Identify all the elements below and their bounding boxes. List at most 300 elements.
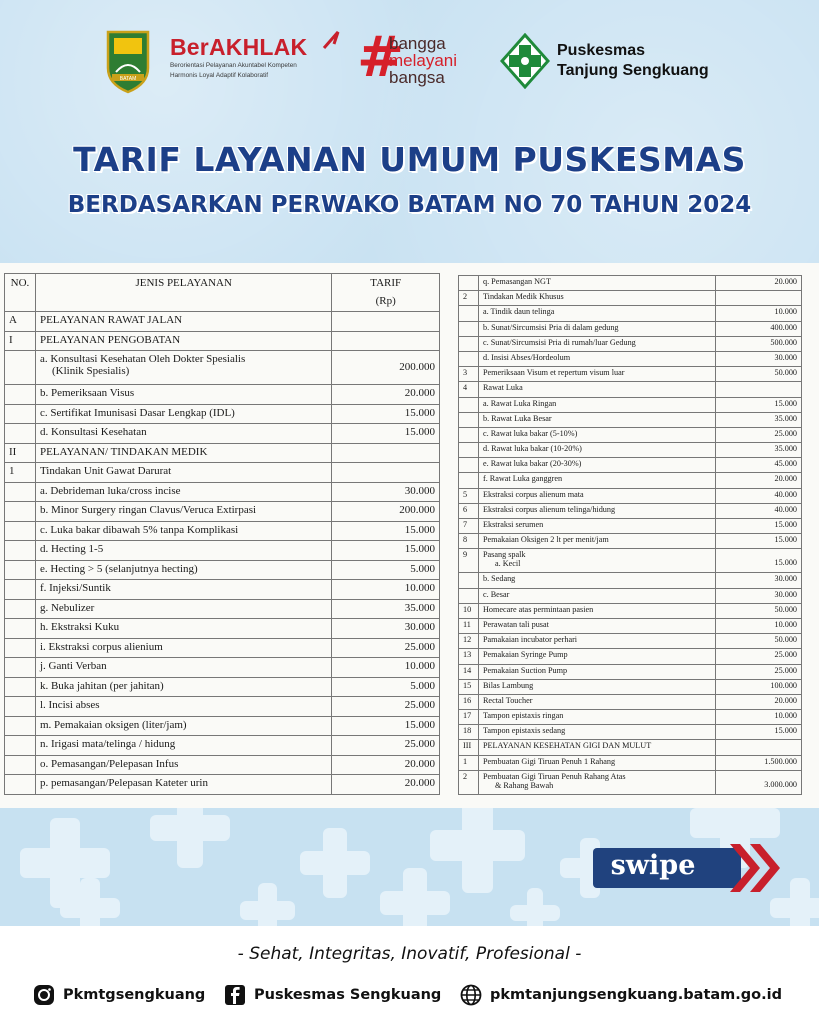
tariff-value: 15.000 — [716, 725, 802, 740]
service-cell — [478, 488, 715, 503]
row-number — [5, 482, 36, 502]
service-cell — [478, 397, 715, 412]
service-name-cont: & Rahang Bawah — [494, 780, 554, 790]
table-row — [459, 549, 802, 573]
row-number — [459, 573, 479, 588]
table-row — [5, 463, 440, 483]
service-cell — [478, 519, 715, 534]
service-cell — [35, 697, 331, 717]
cross-shape — [300, 828, 370, 898]
service-cell — [478, 618, 715, 633]
service-cell — [35, 312, 331, 332]
service-name: k. Buka jahitan (per jahitan) — [39, 679, 164, 692]
table-row — [459, 519, 802, 534]
service-name: PELAYANAN RAWAT JALAN — [39, 314, 183, 326]
table-row — [459, 770, 802, 794]
tariff-value — [332, 331, 440, 351]
table-row — [459, 336, 802, 351]
tariff-value: 100.000 — [716, 679, 802, 694]
service-name: Tampon epistaxis ringan — [482, 711, 564, 721]
berakhlak-brand: BerAKHLAK — [170, 34, 308, 60]
table-row — [459, 649, 802, 664]
service-cell — [478, 664, 715, 679]
row-number: 10 — [459, 603, 479, 618]
tagline: - Sehat, Integritas, Inovatif, Profesional - — [237, 944, 582, 964]
table-row — [459, 603, 802, 618]
service-cell — [478, 679, 715, 694]
table-row — [459, 458, 802, 473]
service-cell — [35, 638, 331, 658]
service-name: a. Tindik daun telinga — [482, 307, 555, 317]
service-cell — [478, 503, 715, 518]
service-name: n. Irigasi mata/telinga / hidung — [39, 738, 176, 750]
service-cell — [35, 385, 331, 405]
service-cell — [35, 404, 331, 424]
bangga-word: bangga — [389, 34, 446, 53]
header-banner — [0, 0, 819, 268]
table-row — [5, 580, 440, 600]
instagram-handle: Pkmtgsengkuang — [63, 987, 206, 1003]
tariff-value: 25.000 — [716, 427, 802, 442]
tariff-value: 15.000 — [332, 541, 440, 561]
table-row — [5, 755, 440, 775]
table-row — [5, 775, 440, 795]
service-cell — [35, 443, 331, 463]
service-name: c. Sertifikat Imunisasi Dasar Lengkap (IDL) — [39, 406, 235, 419]
tariff-value: 30.000 — [332, 482, 440, 502]
row-number: 11 — [459, 618, 479, 633]
tariff-value — [716, 291, 802, 306]
service-name: b. Pemeriksaan Visus — [39, 387, 135, 399]
service-name: b. Rawat Luka Besar — [482, 413, 552, 423]
service-name: Perawatan tali pusat — [482, 619, 549, 629]
table-row — [459, 534, 802, 549]
service-cell — [35, 502, 331, 522]
batam-city-emblem — [104, 28, 152, 94]
service-cell — [35, 658, 331, 678]
tariff-value: 15.000 — [332, 424, 440, 444]
facebook-link[interactable] — [224, 982, 441, 1008]
service-cell — [35, 351, 331, 385]
cross-shape — [240, 883, 295, 926]
service-name: Pemakaian Suction Pump — [482, 665, 568, 675]
tariff-value — [332, 463, 440, 483]
tariff-value — [716, 740, 802, 755]
service-name: d. Konsultasi Kesehatan — [39, 426, 147, 438]
footer — [0, 926, 819, 1024]
service-name: Pemakaian Syringe Pump — [482, 650, 568, 660]
service-cell — [478, 276, 715, 291]
service-cell — [35, 424, 331, 444]
service-name: Rawat Luka — [482, 383, 523, 393]
row-number: 12 — [459, 634, 479, 649]
tariff-value: 20.000 — [332, 775, 440, 795]
tariff-value: 40.000 — [716, 488, 802, 503]
cross-shape — [150, 808, 230, 868]
service-cell — [35, 482, 331, 502]
table-row — [5, 385, 440, 405]
facebook-page: Puskesmas Sengkuang — [254, 987, 442, 1003]
row-number: A — [5, 312, 36, 332]
table-row — [459, 588, 802, 603]
table-row — [459, 694, 802, 709]
cross-shape — [510, 888, 560, 926]
tariff-value — [716, 382, 802, 397]
table-row — [459, 725, 802, 740]
service-name: c. Luka bakar dibawah 5% tanpa Komplikasi — [39, 523, 239, 536]
row-number — [5, 755, 36, 775]
row-number — [5, 697, 36, 717]
tariff-value: 400.000 — [716, 321, 802, 336]
tariff-value: 20.000 — [716, 473, 802, 488]
tariff-value: 1.500.000 — [716, 755, 802, 770]
row-number: 7 — [459, 519, 479, 534]
service-cell — [478, 634, 715, 649]
service-cell — [478, 427, 715, 442]
table-row — [459, 618, 802, 633]
row-number — [5, 404, 36, 424]
table-row — [5, 599, 440, 619]
service-cell — [478, 534, 715, 549]
table-row — [459, 306, 802, 321]
service-name: h. Ekstraksi Kuku — [39, 621, 120, 633]
header-no: NO. — [5, 274, 36, 312]
table-row — [5, 541, 440, 561]
table-row — [459, 382, 802, 397]
row-number: 2 — [459, 291, 479, 306]
row-number — [5, 502, 36, 522]
service-name: PELAYANAN/ TINDAKAN MEDIK — [39, 445, 208, 458]
row-number — [459, 412, 479, 427]
table-row — [5, 560, 440, 580]
tariff-value: 25.000 — [332, 638, 440, 658]
tariff-value: 35.000 — [716, 412, 802, 427]
table-row — [459, 412, 802, 427]
service-cell — [478, 458, 715, 473]
header-service: JENIS PELAYANAN — [35, 274, 331, 312]
table-row — [459, 473, 802, 488]
service-cell — [478, 382, 715, 397]
instagram-icon — [33, 984, 55, 1006]
table-row — [459, 321, 802, 336]
tariff-value: 25.000 — [716, 649, 802, 664]
row-number: 17 — [459, 710, 479, 725]
service-name: PELAYANAN KESEHATAN GIGI DAN MULUT — [482, 741, 652, 751]
facebook-icon — [224, 984, 246, 1006]
table-row — [5, 312, 440, 332]
table-row — [5, 331, 440, 351]
tariff-value: 15.000 — [716, 549, 802, 573]
table-row — [5, 521, 440, 541]
service-cell — [35, 677, 331, 697]
service-name: l. Incisi abses — [39, 699, 100, 711]
row-number — [459, 473, 479, 488]
row-number: 6 — [459, 503, 479, 518]
double-chevron-right-icon[interactable] — [728, 842, 788, 894]
row-number — [459, 306, 479, 321]
service-cell — [35, 599, 331, 619]
table-row — [5, 404, 440, 424]
row-number — [5, 580, 36, 600]
service-cell — [478, 573, 715, 588]
row-number — [459, 397, 479, 412]
service-name: Pemeriksaan Visum et repertum visum luar — [482, 368, 625, 378]
table-row — [5, 638, 440, 658]
service-cell — [35, 775, 331, 795]
logo-strip — [100, 25, 740, 98]
globe-icon — [460, 984, 482, 1006]
service-cell — [478, 412, 715, 427]
service-cell — [478, 443, 715, 458]
table-row — [459, 573, 802, 588]
table-row — [459, 427, 802, 442]
table-row — [459, 503, 802, 518]
table-row — [459, 276, 802, 291]
tariff-value: 25.000 — [332, 697, 440, 717]
row-number — [5, 424, 36, 444]
row-number: I — [5, 331, 36, 351]
service-name: i. Ekstraksi corpus alienium — [39, 640, 163, 653]
service-name: b. Minor Surgery ringan Clavus/Veruca Extirpasi — [39, 504, 257, 516]
service-cell — [478, 336, 715, 351]
tariff-value: 20.000 — [332, 755, 440, 775]
row-number: 13 — [459, 649, 479, 664]
tariff-value: 10.000 — [332, 580, 440, 600]
service-name: a. Rawat Luka Ringan — [482, 398, 557, 408]
row-number — [459, 427, 479, 442]
tariff-value: 30.000 — [332, 619, 440, 639]
service-cell — [35, 736, 331, 756]
row-number — [5, 677, 36, 697]
service-name: Pamakaian incubator perhari — [482, 635, 578, 645]
table-row — [5, 351, 440, 385]
bangsa-word: bangsa — [389, 68, 445, 87]
row-number: 9 — [459, 549, 479, 573]
table-row — [5, 677, 440, 697]
service-cell — [478, 351, 715, 366]
row-number: 8 — [459, 534, 479, 549]
row-number — [5, 658, 36, 678]
service-name: Rectal Toucher — [482, 695, 533, 705]
tariff-value: 35.000 — [716, 443, 802, 458]
table-row — [5, 424, 440, 444]
service-cell — [35, 755, 331, 775]
row-number — [459, 336, 479, 351]
tariff-value — [332, 443, 440, 463]
table-row — [5, 736, 440, 756]
hashtag-icon: # — [357, 25, 404, 90]
table-row — [5, 502, 440, 522]
service-cell — [478, 755, 715, 770]
instagram-link[interactable] — [33, 982, 205, 1008]
row-number: 1 — [5, 463, 36, 483]
service-name: Tampon epistaxis sedang — [482, 726, 566, 736]
service-name: Pembuatan Gigi Tiruan Penuh Rahang Atas — [482, 771, 626, 781]
service-cell — [35, 463, 331, 483]
row-number — [459, 276, 479, 291]
tariff-value: 10.000 — [332, 658, 440, 678]
puskesmas-cross-icon — [500, 33, 550, 89]
tariff-value: 30.000 — [716, 351, 802, 366]
tariff-value: 5.000 — [332, 560, 440, 580]
table-row — [459, 443, 802, 458]
row-number: 3 — [459, 367, 479, 382]
tariff-value: 25.000 — [332, 736, 440, 756]
service-cell — [478, 291, 715, 306]
row-number — [459, 321, 479, 336]
row-number: 18 — [459, 725, 479, 740]
service-name: a. Konsultasi Kesehatan Oleh Dokter Spesialis — [39, 353, 246, 365]
header-tariff — [332, 274, 440, 312]
service-name: Pemakaian Oksigen 2 lt per menit/jam — [482, 535, 609, 545]
tariff-value: 10.000 — [716, 710, 802, 725]
service-cell — [478, 710, 715, 725]
table-row — [459, 634, 802, 649]
row-number — [5, 599, 36, 619]
service-name: q. Pemasangan NGT — [482, 277, 551, 286]
service-name: d. Rawat luka bakar (10-20%) — [482, 444, 582, 454]
service-name: Tindakan Medik Khusus — [482, 292, 564, 302]
tariff-value: 50.000 — [716, 367, 802, 382]
service-name: Ekstraksi corpus alienum mata — [482, 489, 584, 499]
tariff-value: 15.000 — [716, 534, 802, 549]
row-number — [5, 619, 36, 639]
tariff-value — [332, 312, 440, 332]
service-name: a. Debrideman luka/cross incise — [39, 484, 181, 497]
service-cell — [35, 331, 331, 351]
service-name: c. Rawat luka bakar (5-10%) — [482, 428, 578, 438]
header-tariff-unit: (Rp) — [375, 295, 396, 307]
service-name: Ekstraksi corpus alienum telinga/hidung — [482, 504, 616, 514]
tariff-value: 20.000 — [716, 276, 802, 291]
service-cell — [35, 580, 331, 600]
row-number — [5, 736, 36, 756]
table-row — [5, 443, 440, 463]
service-cell — [478, 549, 715, 573]
row-number: II — [5, 443, 36, 463]
tariff-value: 15.000 — [332, 404, 440, 424]
service-name: Bilas Lambung — [482, 680, 534, 690]
service-name: Ekstraksi serumen — [482, 520, 544, 529]
berakhlak-line1: Berorientasi Pelayanan Akuntabel Kompeten — [170, 62, 297, 69]
service-name: j. Ganti Verban — [39, 660, 107, 672]
tariff-value: 15.000 — [716, 519, 802, 534]
right-tariff-table — [458, 275, 802, 795]
service-name: c. Sunat/Sircumsisi Pria di rumah/luar Gedung — [482, 337, 636, 347]
row-number: 1 — [459, 755, 479, 770]
service-name: Tindakan Unit Gawat Darurat — [39, 465, 172, 477]
tariff-value: 30.000 — [716, 588, 802, 603]
tariff-value: 200.000 — [332, 502, 440, 522]
service-cell — [478, 321, 715, 336]
svg-text:BATAM: BATAM — [119, 76, 137, 82]
tariff-value: 30.000 — [716, 573, 802, 588]
row-number — [5, 541, 36, 561]
service-name: g. Nebulizer — [39, 601, 95, 614]
row-number — [5, 521, 36, 541]
tariff-value: 50.000 — [716, 603, 802, 618]
table-row — [459, 367, 802, 382]
service-name: f. Injeksi/Suntik — [39, 582, 111, 594]
service-cell — [478, 473, 715, 488]
tariff-value: 20.000 — [332, 385, 440, 405]
service-cell — [478, 725, 715, 740]
website-url: pkmtanjungsengkuang.batam.go.id — [490, 987, 782, 1003]
swipe-label: swipe — [610, 850, 696, 881]
service-name: p. pemasangan/Pelepasan Kateter urin — [39, 777, 208, 789]
table-row — [459, 291, 802, 306]
service-cell — [478, 603, 715, 618]
row-number — [5, 775, 36, 795]
service-name: c. Besar — [482, 589, 510, 599]
service-cell — [478, 770, 715, 794]
cross-shape — [60, 878, 120, 926]
melayani-word: melayani — [389, 51, 458, 70]
row-number: 16 — [459, 694, 479, 709]
service-cell — [35, 619, 331, 639]
table-row — [459, 351, 802, 366]
page-title: TARIF LAYANAN UMUM PUSKESMAS — [73, 140, 746, 179]
service-name-cont: a. Kecil — [494, 559, 521, 569]
service-name: f. Rawat Luka ganggren — [482, 474, 563, 484]
row-number — [5, 716, 36, 736]
table-row — [5, 697, 440, 717]
page-subtitle: BERDASARKAN PERWAKO BATAM NO 70 TAHUN 2024 — [67, 192, 752, 218]
table-row — [5, 619, 440, 639]
table-row — [459, 710, 802, 725]
berakhlak-logo — [170, 34, 345, 80]
row-number — [5, 638, 36, 658]
service-cell — [478, 367, 715, 382]
service-cell — [478, 306, 715, 321]
table-header-row — [5, 274, 440, 312]
row-number — [5, 351, 36, 385]
service-name: m. Pemakaian oksigen (liter/jam) — [39, 718, 187, 731]
website-link[interactable] — [460, 982, 782, 1008]
service-name: b. Sedang — [482, 574, 516, 584]
service-name: d. Insisi Abses/Hordeolum — [482, 352, 571, 362]
service-name: d. Hecting 1-5 — [39, 543, 104, 555]
puskesmas-logo — [500, 33, 750, 93]
service-name: Homecare atas permintaan pasien — [482, 604, 594, 614]
row-number: 4 — [459, 382, 479, 397]
tariff-value: 40.000 — [716, 503, 802, 518]
table-row — [459, 397, 802, 412]
table-row — [5, 658, 440, 678]
row-number — [459, 588, 479, 603]
table-row — [5, 482, 440, 502]
row-number — [459, 351, 479, 366]
tariff-value: 500.000 — [716, 336, 802, 351]
swipe-button[interactable] — [593, 848, 748, 888]
row-number: 14 — [459, 664, 479, 679]
service-cell — [35, 521, 331, 541]
berakhlak-swoosh-icon — [322, 30, 342, 50]
row-number: 5 — [459, 488, 479, 503]
tariff-value: 10.000 — [716, 306, 802, 321]
service-cell — [478, 694, 715, 709]
tariff-value: 20.000 — [716, 694, 802, 709]
tariff-value: 50.000 — [716, 634, 802, 649]
service-cell — [478, 649, 715, 664]
row-number: 15 — [459, 679, 479, 694]
row-number — [459, 458, 479, 473]
tariff-value: 25.000 — [716, 664, 802, 679]
header-tariff-label: TARIF — [370, 277, 402, 289]
puskesmas-name-line1: Puskesmas — [557, 42, 646, 59]
bangga-melayani-bangsa-logo — [357, 25, 477, 94]
row-number — [5, 560, 36, 580]
